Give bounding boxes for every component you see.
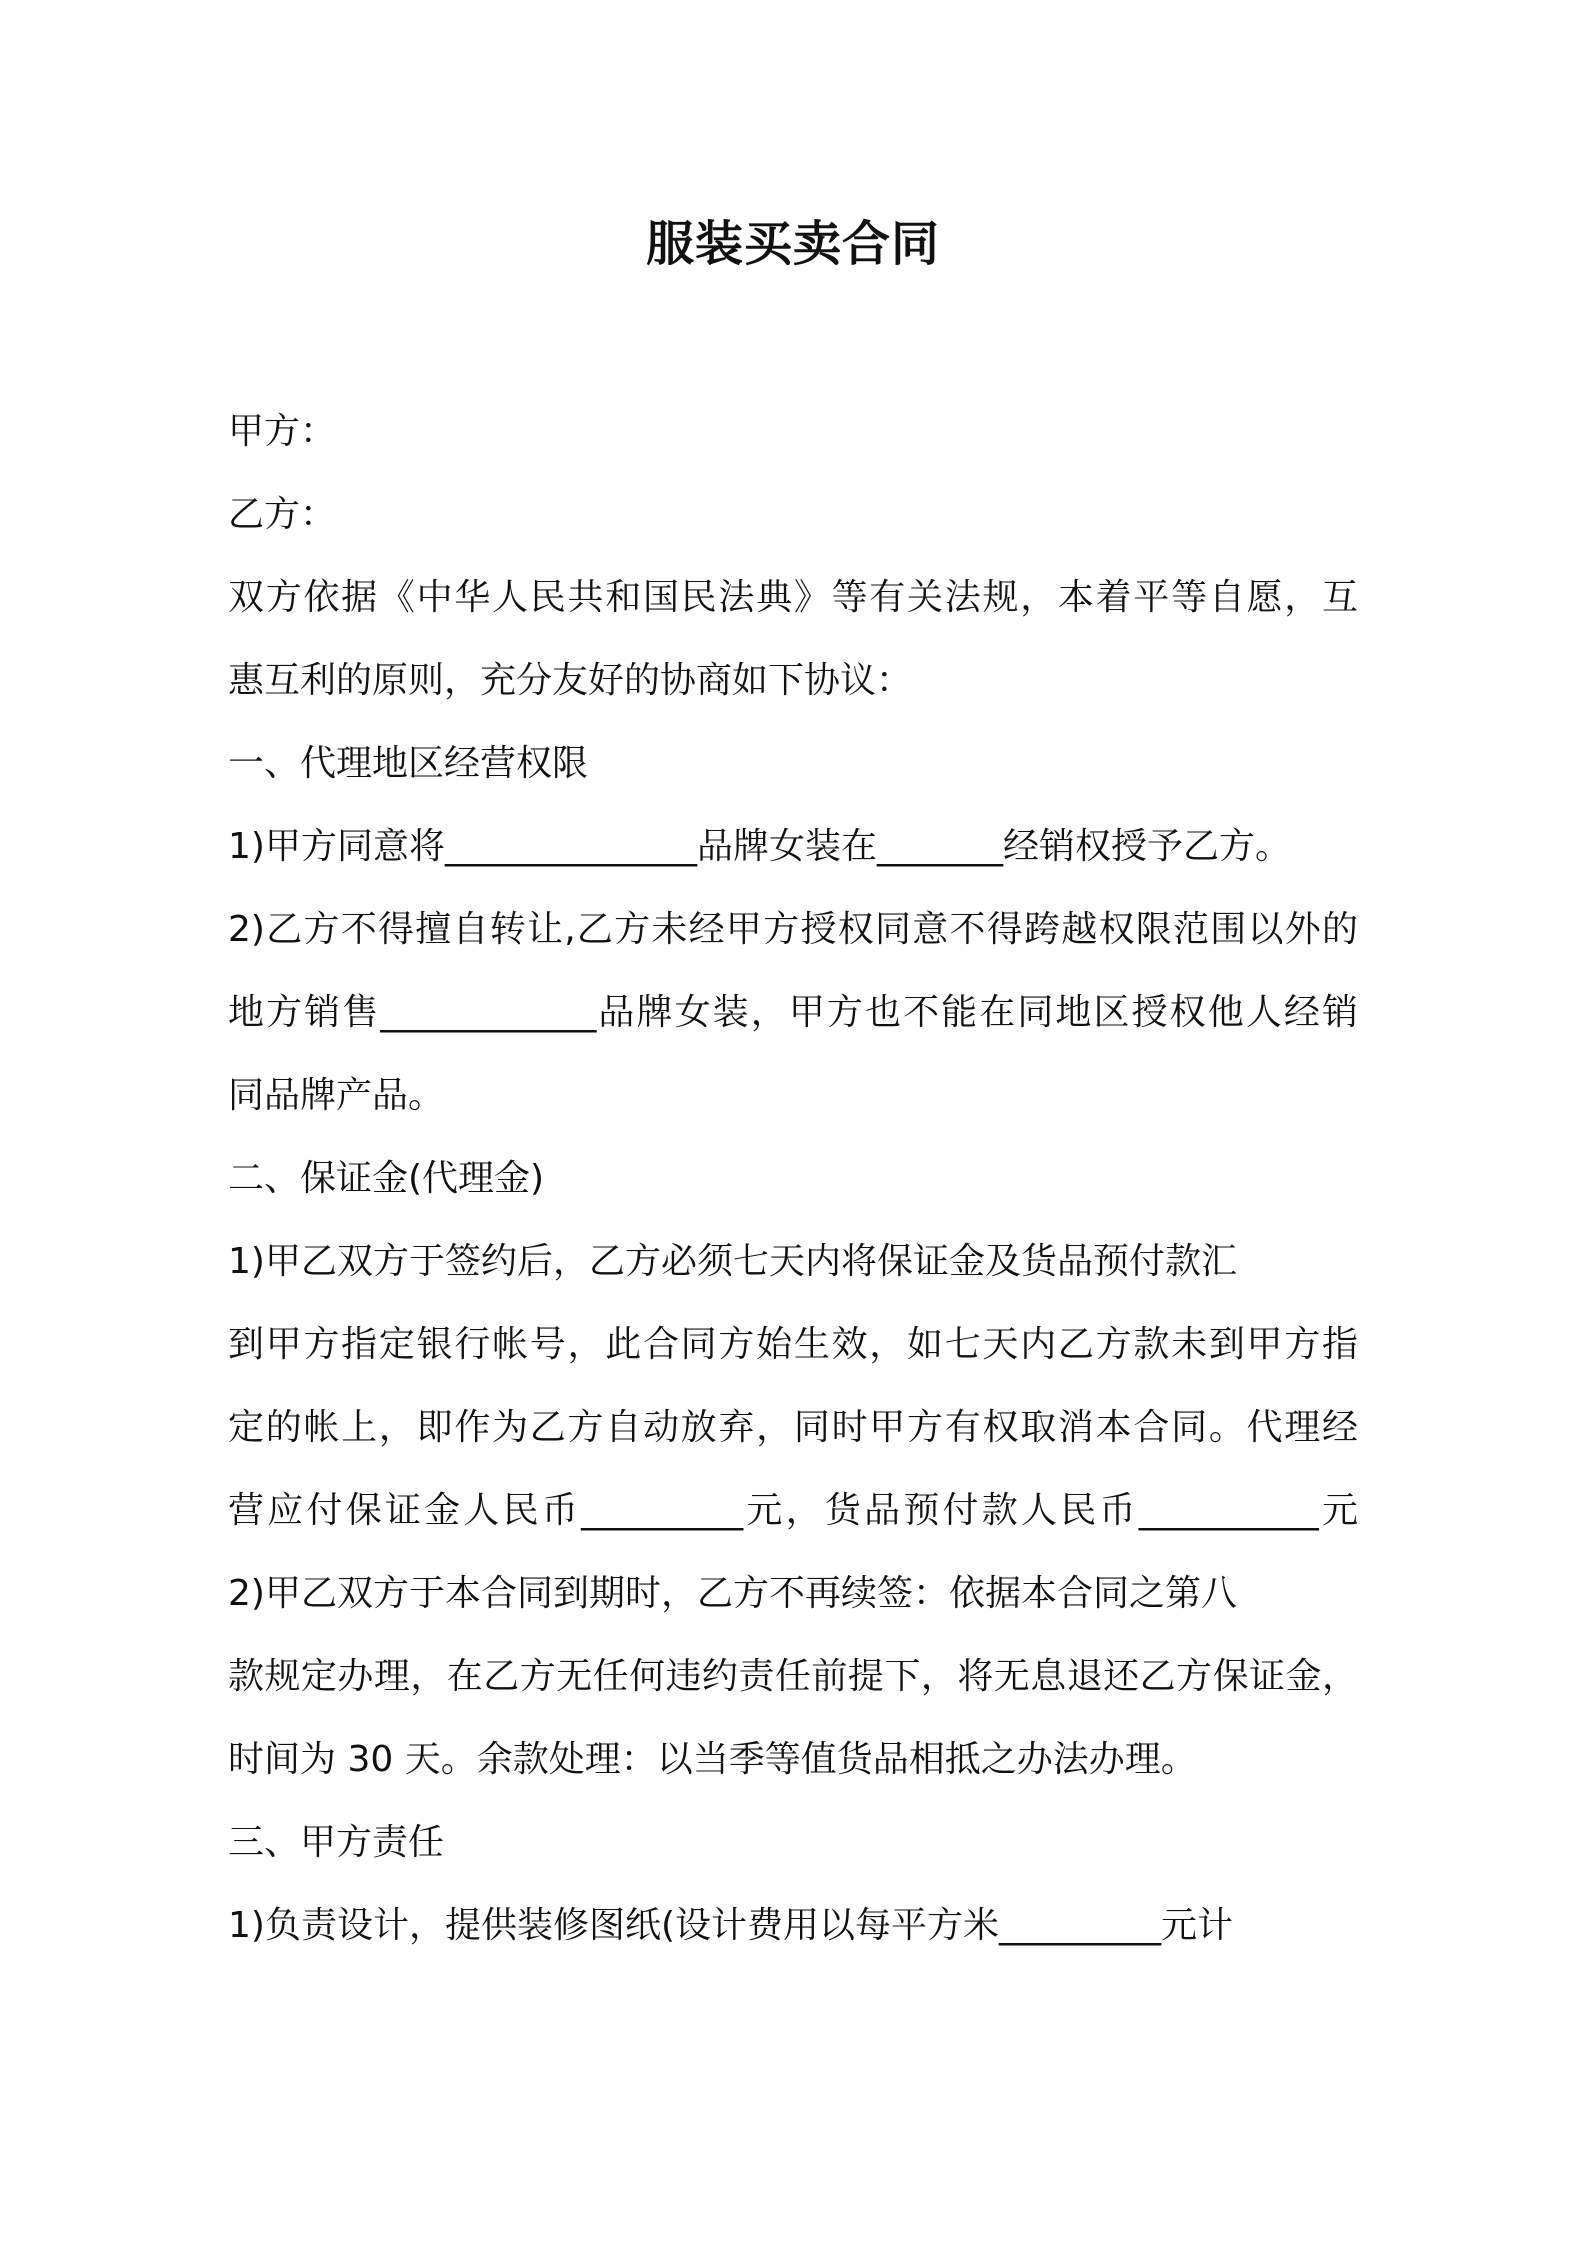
clause-1-1-line: 1)甲方同意将______________品牌女装在_______经销权授予乙方。 xyxy=(228,826,1291,867)
preamble-line-1: 双方依据《中华人民共和国民法典》等有关法规，本着平等自愿，互 xyxy=(228,577,1358,618)
section-heading-3: 三、甲方责任 xyxy=(228,1822,445,1863)
clause-2-1-line-1: 1)甲乙双方于签约后，乙方必须七天内将保证金及货品预付款汇 xyxy=(228,1241,1237,1282)
clause-3-1-line-1: 1)负责设计，提供装修图纸(设计费用以每平方米_________元计 xyxy=(228,1905,1233,1946)
clause-2-2-line-3: 时间为 30 天。余款处理：以当季等值货品相抵之办法办理。 xyxy=(228,1739,1197,1780)
clause-2-2-line-2: 款规定办理，在乙方无任何违约责任前提下，将无息退还乙方保证金， xyxy=(228,1656,1358,1697)
clause-1-2-line-3: 同品牌产品。 xyxy=(228,1075,445,1116)
preamble-line-2: 惠互利的原则，充分友好的协商如下协议： xyxy=(228,660,913,701)
clause-1-2-line-2: 地方销售____________品牌女装，甲方也不能在同地区授权他人经销 xyxy=(228,992,1358,1033)
clause-2-2-line-1: 2)甲乙双方于本合同到期时，乙方不再续签：依据本合同之第八 xyxy=(228,1573,1237,1614)
section-heading-2: 二、保证金(代理金) xyxy=(228,1158,545,1199)
party-b-line: 乙方： xyxy=(228,494,337,535)
clause-2-1-line-3: 定的帐上，即作为乙方自动放弃，同时甲方有权取消本合同。代理经 xyxy=(228,1407,1358,1448)
clause-2-1-line-4: 营应付保证金人民币_________元，货品预付款人民币__________元 xyxy=(228,1490,1358,1531)
clause-2-1-line-2: 到甲方指定银行帐号，此合同方始生效，如七天内乙方款未到甲方指 xyxy=(228,1324,1358,1365)
contract-title: 服装买卖合同 xyxy=(645,216,940,272)
section-heading-1: 一、代理地区经营权限 xyxy=(228,743,589,784)
party-a-line: 甲方： xyxy=(228,411,337,452)
clause-1-2-line-1: 2)乙方不得擅自转让,乙方未经甲方授权同意不得跨越权限范围以外的 xyxy=(228,909,1358,950)
